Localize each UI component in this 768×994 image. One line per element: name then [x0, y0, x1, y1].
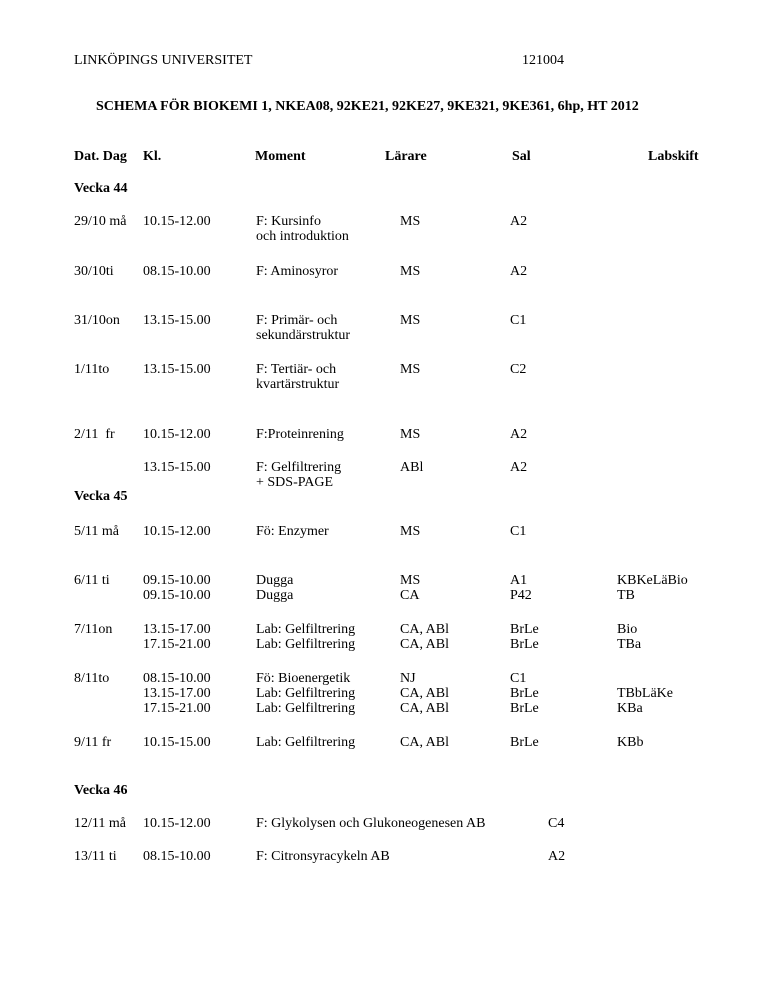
- cell-room: A2: [510, 460, 528, 475]
- cell-moment: F: Kursinfo och introduktion: [256, 214, 349, 244]
- col-header-moment: Moment: [255, 149, 306, 164]
- institution-name: LINKÖPINGS UNIVERSITET: [74, 53, 253, 68]
- col-header-teacher: Lärare: [385, 149, 427, 164]
- cell-room: BrLe: [510, 735, 539, 750]
- cell-time: 10.15-12.00: [143, 524, 211, 539]
- cell-room: C1 BrLe BrLe: [510, 671, 539, 716]
- week-heading-45: Vecka 45: [74, 489, 128, 504]
- cell-teacher: MS: [400, 214, 421, 229]
- cell-moment: Fö: Enzymer: [256, 524, 329, 539]
- cell-time: 09.15-10.00 09.15-10.00: [143, 573, 211, 603]
- cell-moment: F: Tertiär- och kvartärstruktur: [256, 362, 340, 392]
- cell-room: C1: [510, 524, 527, 539]
- cell-moment: Lab: Gelfiltrering: [256, 735, 356, 750]
- cell-time: 10.15-12.00: [143, 214, 211, 229]
- cell-teacher: CA, ABl: [400, 735, 450, 750]
- cell-room: A2: [510, 427, 528, 442]
- col-header-lab-shift: Labskift: [648, 149, 699, 164]
- cell-moment: F:Proteinrening: [256, 427, 344, 442]
- cell-time: 08.15-10.00 13.15-17.00 17.15-21.00: [143, 671, 211, 716]
- cell-time: 08.15-10.00: [143, 849, 211, 864]
- cell-lab-shift: KBKeLäBio TB: [617, 573, 688, 603]
- cell-date: 2/11 fr: [74, 427, 115, 442]
- cell-time: 10.15-12.00: [143, 427, 211, 442]
- cell-date: 29/10 må: [74, 214, 127, 229]
- cell-date: 31/10on: [74, 313, 120, 328]
- cell-teacher: MS: [400, 427, 421, 442]
- cell-date: 6/11 ti: [74, 573, 110, 588]
- cell-teacher: MS: [400, 524, 421, 539]
- cell-moment: F: Aminosyror: [256, 264, 339, 279]
- cell-teacher: NJ CA, ABl CA, ABl: [400, 671, 450, 716]
- cell-date: 13/11 ti: [74, 849, 117, 864]
- cell-moment: F: Primär- och sekundärstruktur: [256, 313, 351, 343]
- cell-teacher: MS: [400, 264, 421, 279]
- cell-teacher: ABl: [400, 460, 424, 475]
- cell-moment: F: Citronsyracykeln AB: [256, 849, 390, 864]
- cell-room: A2: [510, 214, 528, 229]
- cell-time: 10.15-15.00: [143, 735, 211, 750]
- col-header-date-day: Dat. Dag: [74, 149, 127, 164]
- week-heading-46: Vecka 46: [74, 783, 128, 798]
- cell-date: 7/11on: [74, 622, 113, 637]
- cell-room: C4: [548, 816, 565, 831]
- cell-moment: F: Glykolysen och Glukoneogenesen AB: [256, 816, 486, 831]
- cell-date: 5/11 må: [74, 524, 119, 539]
- cell-time: 13.15-15.00: [143, 460, 211, 475]
- cell-teacher: MS: [400, 313, 421, 328]
- cell-date: 9/11 fr: [74, 735, 112, 750]
- page-title: SCHEMA FÖR BIOKEMI 1, NKEA08, 92KE21, 92KE27, 9KE321, 9KE361, 6hp, HT 2012: [96, 99, 639, 114]
- cell-teacher: MS CA: [400, 573, 421, 603]
- date-code: 121004: [522, 53, 564, 68]
- cell-date: 12/11 må: [74, 816, 126, 831]
- cell-moment: F: Gelfiltrering + SDS-PAGE: [256, 460, 342, 490]
- cell-room: C1: [510, 313, 527, 328]
- cell-teacher: CA, ABl CA, ABl: [400, 622, 450, 652]
- cell-room: C2: [510, 362, 527, 377]
- cell-time: 13.15-15.00: [143, 362, 211, 377]
- cell-time: 13.15-15.00: [143, 313, 211, 328]
- cell-moment: Fö: Bioenergetik Lab: Gelfiltrering Lab: Gelfiltrering: [256, 671, 356, 716]
- cell-lab-shift: KBb: [617, 735, 644, 750]
- cell-lab-shift: TBbLäKe KBa: [617, 686, 673, 716]
- cell-room: BrLe BrLe: [510, 622, 539, 652]
- col-header-room: Sal: [512, 149, 531, 164]
- cell-moment: Lab: Gelfiltrering Lab: Gelfiltrering: [256, 622, 356, 652]
- cell-room: A1 P42: [510, 573, 532, 603]
- cell-time: 08.15-10.00: [143, 264, 211, 279]
- cell-lab-shift: Bio TBa: [617, 622, 642, 652]
- cell-moment: Dugga Dugga: [256, 573, 294, 603]
- cell-time: 13.15-17.00 17.15-21.00: [143, 622, 211, 652]
- cell-time: 10.15-12.00: [143, 816, 211, 831]
- cell-room: A2: [510, 264, 528, 279]
- cell-date: 1/11to: [74, 362, 110, 377]
- cell-date: 8/11to: [74, 671, 110, 686]
- cell-teacher: MS: [400, 362, 421, 377]
- col-header-time: Kl.: [143, 149, 162, 164]
- week-heading-44: Vecka 44: [74, 181, 128, 196]
- cell-room: A2: [548, 849, 566, 864]
- cell-date: 30/10ti: [74, 264, 114, 279]
